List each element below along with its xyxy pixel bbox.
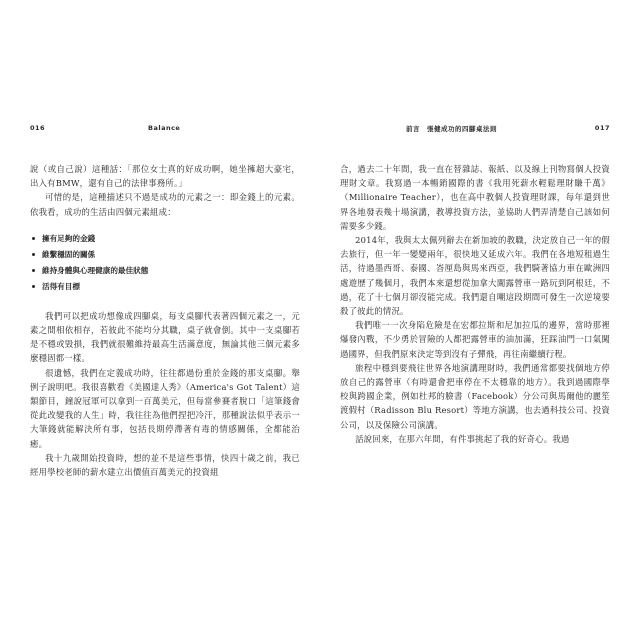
left-page-header — [30, 124, 300, 138]
right-running-title: 前言 張健成功的四腳桌法則 — [406, 125, 497, 133]
paragraph: 說（或自己說）這種話：「那位女士真的好成功啊，她坐擁超大豪宅，出入有BMW，還有自己的法律事務所。」 — [30, 164, 300, 189]
paragraph: 話說回來，在那六年間，有件事挑起了我的好奇心。我過 — [355, 433, 570, 444]
paragraph: 可惜的是，這種描述只不過是成功的元素之一：即金錢上的元素。依我看，成功的生活由四個元素組成： — [30, 192, 300, 217]
success-elements-list — [32, 231, 300, 295]
list-item-text: 維持身體與心理健康的最佳狀態 — [42, 265, 149, 275]
list-item-text: 活得有目標 — [42, 281, 80, 291]
left-running-title: Balance — [148, 124, 181, 132]
paragraph: 我們唯一一次身陷危險是在宏都拉斯和尼加拉瓜的邊界，當時那裡爆發內戰，不少勇於冒險的人都把露營車的油加滿，狂踩油門一口氣闖過國界，但我們原來決定等到沒有子彈飛，再往南繼續行程。 — [340, 320, 610, 359]
paragraph: 2014年，我與太太佩列辭去在新加坡的教職，決定放自己一年的假去旅行，但一年一變變兩年，很快地又延成六年。我們在各地短租過生活，待過墨西哥、泰國、峇厘島與馬來西亞，我們騎著協力車在歐洲四處遊歷了幾個月，我們本來還想從加拿大闖露營車一路玩到阿根廷，不過，花了十七個月卻沒能完成。我們還自嘲這段期間可發生一次逆境要殺了彼此的情況。 — [340, 235, 610, 317]
left-page-number: 016 — [30, 124, 46, 132]
right-page-number: 017 — [594, 124, 610, 132]
right-page — [340, 124, 610, 446]
paragraph: 合，過去二十年間，我一直在替雜誌、報紙、以及線上刊物寫個人投資理財文章。我寫過一本暢銷國際的書《我用死薪水輕鬆理財賺千萬》（Millionaire Teacher），也在高中教個人投資理財課，每年還到世界各地發表幾十場演講，教導投資方法，並協助人們弄清楚自己該如何需要多少錢。 — [340, 164, 610, 231]
paragraph: 很遺憾，我們在定義成功時，往往都過份重於金錢的那支桌腳。舉例子說明吧。我很喜歡看《美國達人秀》（America's Got Talent）這類節目，鐘說冠軍可以拿到一百萬美元，但每當參賽者脫口「這筆錢會從此改變我的人生」時，我往往為他們捏把冷汗，那種說法似乎表示一大筆錢就能解決所有事，包括長期停滯著有毒的情感關係，全都能治癒。 — [30, 367, 300, 449]
list-item — [32, 279, 300, 295]
bullet-icon — [32, 253, 35, 256]
left-page-body — [30, 162, 300, 479]
paragraph: 我們可以把成功想像成四腳桌，每支桌腳代表著四個元素之一，元素之間相依相存，若彼此不能均分其職，桌子就會倒。其中一支桌腳若是不穩或毀損，我們就很難維持最高生活滿意度，無論其他三個元素多麼穩固都一樣。 — [30, 310, 300, 364]
left-page — [30, 124, 300, 479]
paragraph: 旅程中穩到要飛往世界各地演講理財時，我們通常都要找個地方停放自己的露營車（有時還會把車停在不太穩靠的地方）。我到過國際學校與跨國企業，例如杜邦的臉書（Facebook）分公司與馬爾他的麗笙渡假村（Radisson Blu Resort）等地方演講，也去過科技公司、投資公司，以及保險公司演講。 — [340, 362, 610, 430]
bullet-icon — [32, 269, 35, 272]
list-item-text: 維繫穩固的關係 — [42, 249, 96, 259]
bullet-icon — [32, 237, 35, 240]
right-page-body — [340, 162, 610, 446]
list-item-text: 擁有足夠的金錢 — [42, 233, 96, 243]
list-item — [32, 231, 300, 247]
right-page-header — [340, 124, 610, 138]
paragraph: 我十九歲開始投資時，想的並不是這些事情，快四十歲之前，我已經用學校老師的薪水建立出價值百萬美元的投資組 — [30, 452, 300, 478]
list-item — [32, 263, 300, 279]
list-item — [32, 247, 300, 263]
bullet-icon — [32, 285, 35, 288]
